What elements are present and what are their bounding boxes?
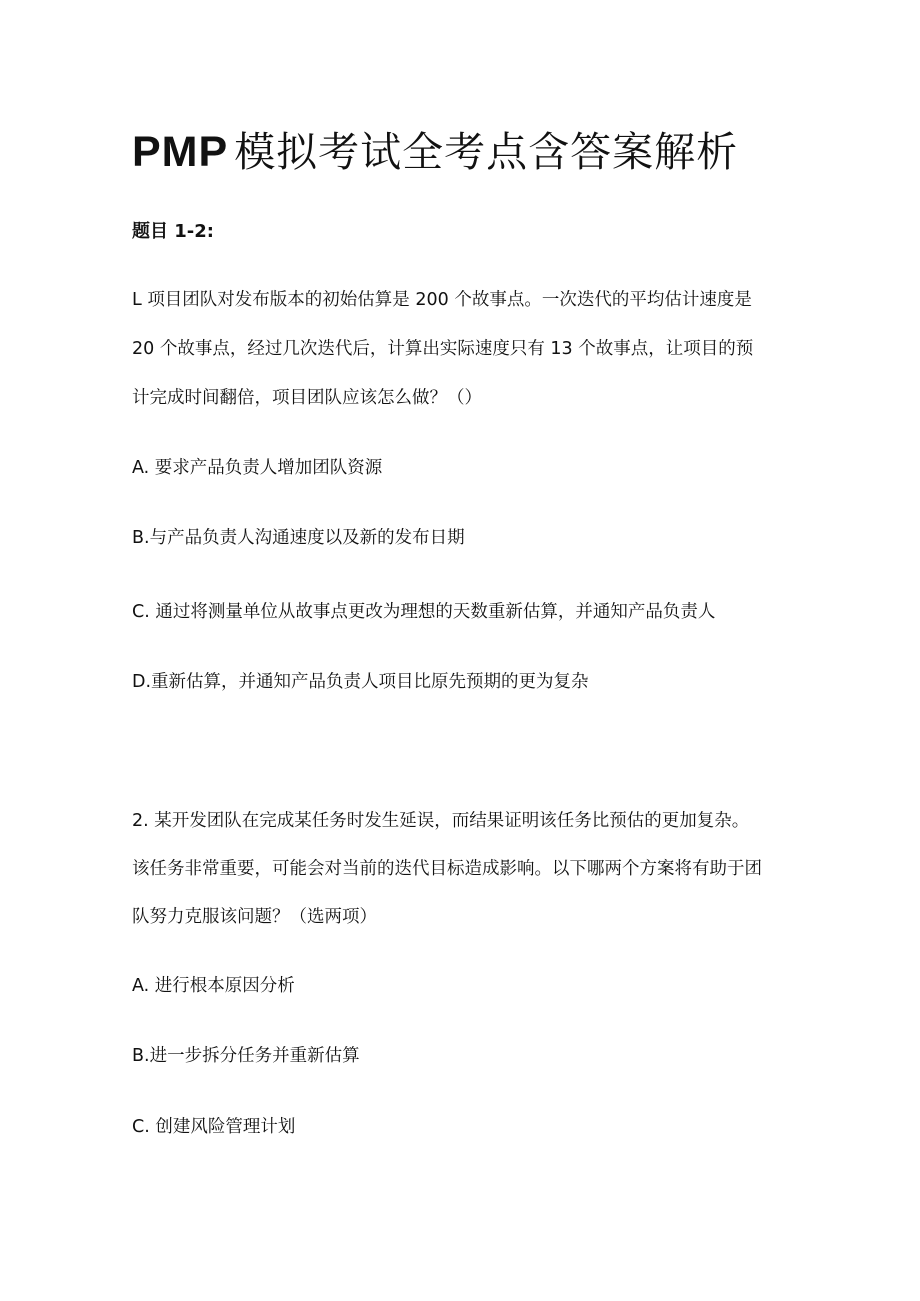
question-1-stem-line-1: L 项目团队对发布版本的初始估算是 200 个故事点。一次迭代的平均估计速度是 xyxy=(132,290,752,310)
question-1-stem-line-2: 20 个故事点，经过几次迭代后，计算出实际速度只有 13 个故事点，让项目的预 xyxy=(132,339,754,359)
page-title xyxy=(132,124,738,180)
question-2-option-a: A. 进行根本原因分析 xyxy=(132,976,295,996)
question-1-option-b: B.与产品负责人沟通速度以及新的发布日期 xyxy=(132,528,465,548)
question-2-option-c: C. 创建风险管理计划 xyxy=(132,1117,296,1137)
question-2-option-b: B.进一步拆分任务并重新估算 xyxy=(132,1046,360,1066)
question-1-option-a: A. 要求产品负责人增加团队资源 xyxy=(132,458,383,478)
question-1-option-d: D.重新估算，并通知产品负责人项目比原先预期的更为复杂 xyxy=(132,672,589,692)
question-1-stem-line-3: 计完成时间翻倍，项目团队应该怎么做？（） xyxy=(132,388,482,408)
question-2-stem-line-3: 队努力克服该问题？（选两项） xyxy=(132,907,377,927)
page-title-latin: PMP xyxy=(132,128,229,176)
question-2-stem-line-1: 2. 某开发团队在完成某任务时发生延误，而结果证明该任务比预估的更加复杂。 xyxy=(132,811,750,831)
page-title-cjk: 模拟考试全考点含答案解析 xyxy=(234,128,739,176)
question-1-option-c: C. 通过将测量单位从故事点更改为理想的天数重新估算，并通知产品负责人 xyxy=(132,602,716,622)
section-label: 题目 1-2: xyxy=(132,221,214,242)
question-2-stem-line-2: 该任务非常重要，可能会对当前的迭代目标造成影响。以下哪两个方案将有助于团 xyxy=(132,859,762,879)
